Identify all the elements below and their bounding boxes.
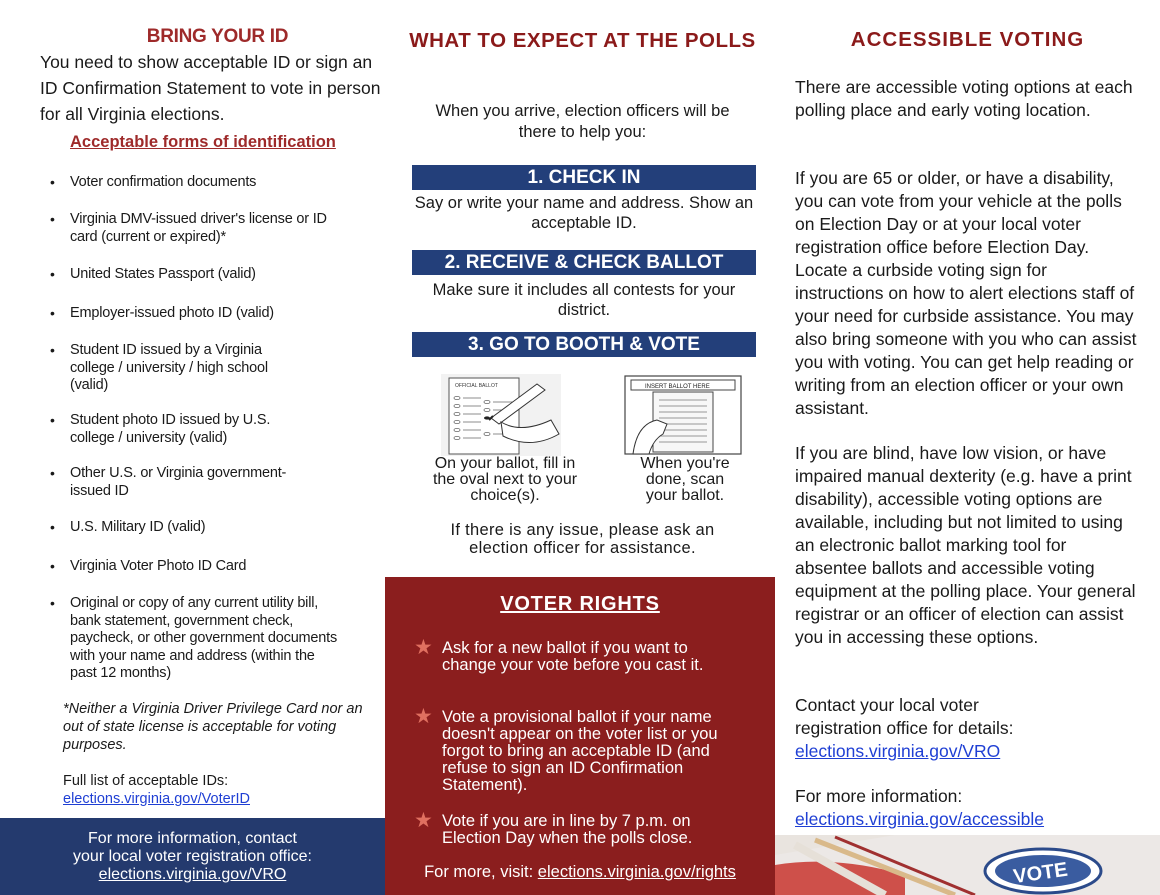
list-item: • Virginia Voter Photo ID Card xyxy=(50,558,247,574)
list-item: • Voter confirmation documents xyxy=(50,174,257,190)
bullet-icon: • xyxy=(50,211,55,227)
bullet-icon: • xyxy=(50,266,55,282)
right-item: ★ Vote if you are in line by 7 p.m. on Election Day when the polls close. xyxy=(414,809,693,847)
list-item: • Student photo ID issued by U.S. college / university (valid) xyxy=(50,412,271,446)
bullet-icon: • xyxy=(50,174,55,190)
right-item: ★ Ask for a new ballot if you want to change your vote before you cast it. xyxy=(414,636,704,674)
bullet-icon: • xyxy=(50,342,55,358)
bullet-icon: • xyxy=(50,558,55,574)
accessible-link[interactable]: elections.virginia.gov/accessible xyxy=(795,809,1045,829)
ballot-header-text: OFFICIAL BALLOT xyxy=(455,383,498,389)
list-item: • Virginia DMV-issued driver's license or ID card (current or expired)* xyxy=(50,211,327,245)
step-check-in: 1. CHECK IN xyxy=(412,165,756,190)
accessible-para-1: There are accessible voting options at each polling place and early voting location. xyxy=(795,77,1133,120)
contact-label: Contact your local voter registration office for details: xyxy=(795,695,1014,738)
bullet-icon: • xyxy=(50,465,55,481)
list-item: • Student ID issued by a Virginia college / university / high school (valid) xyxy=(50,342,268,393)
more-info-label: For more information: xyxy=(795,786,963,806)
bring-id-intro: You need to show acceptable ID or sign an ID Confirmation Statement to vote in person for all Virginia elections. xyxy=(40,52,381,124)
rights-link[interactable]: elections.virginia.gov/rights xyxy=(537,863,736,881)
scanner-label-text: INSERT BALLOT HERE xyxy=(645,384,710,390)
accessible-para-3: If you are blind, have low vision, or have impaired manual dexterity (e.g. have a print disability), accessible voting options are available, including but not limited to using an electronic ballot marking tool for absentee ballots and accessible voting equipment at the polling place. Your general registrar or an officer of election can assist you in accessing these options. xyxy=(795,443,1136,647)
accessible-para-2: If you are 65 or older, or have a disability, you can vote from your vehicle at the polls on Election Day or at your local voter registration office before Election Day. Locate a curbside voting sign for instructions on how to alert elections staff of your need for curbside assistance. You may also bring someone with you who can assist you with voting. You can get help reading or writing from an election officer or your own assistant. xyxy=(795,168,1137,418)
footer-line-2: your local voter registration office: xyxy=(73,848,312,865)
polls-column xyxy=(385,0,775,895)
full-id-list-label: Full list of acceptable IDs: xyxy=(63,773,229,789)
bring-id-heading: BRING YOUR ID xyxy=(146,26,289,47)
voter-rights-heading: VOTER RIGHTS xyxy=(500,593,660,615)
list-item: • United States Passport (valid) xyxy=(50,266,256,282)
id-footnote: *Neither a Virginia Driver Privilege Card nor an out of state license is acceptable for voting purposes. xyxy=(63,701,363,753)
step-receive-ballot-desc: Make sure it includes all contests for your district. xyxy=(432,281,736,319)
voter-id-link[interactable]: elections.virginia.gov/VoterID xyxy=(63,791,250,807)
list-item: • U.S. Military ID (valid) xyxy=(50,519,206,535)
right-item: ★ Vote a provisional ballot if your name doesn't appear on the voter list or you forgot to bring an acceptable ID (and refuse to sign an ID Confirmation Statement). xyxy=(414,705,718,794)
contact-footer xyxy=(0,818,385,895)
footer-line-1: For more information, contact xyxy=(88,830,297,847)
ballot-caption: On your ballot, fill in the oval next to your choice(s). xyxy=(432,455,578,504)
star-icon: ★ xyxy=(414,636,433,659)
polls-heading: WHAT TO EXPECT AT THE POLLS xyxy=(409,29,756,52)
voter-rights-panel xyxy=(385,577,775,895)
polls-intro: When you arrive, election officers will be there to help you: xyxy=(435,102,730,141)
step-receive-ballot: 2. RECEIVE & CHECK BALLOT xyxy=(412,250,756,275)
accessible-heading: ACCESSIBLE VOTING xyxy=(850,28,1085,51)
star-icon: ★ xyxy=(414,705,433,728)
accessible-column xyxy=(775,0,1160,895)
bullet-icon: • xyxy=(50,412,55,428)
vote-button-photo xyxy=(775,835,1160,895)
list-item: • Other U.S. or Virginia government-issued ID xyxy=(50,465,287,499)
step-vote: 3. GO TO BOOTH & VOTE xyxy=(412,332,756,357)
bullet-icon: • xyxy=(50,519,55,535)
bullet-icon: • xyxy=(50,595,55,611)
rights-more-label: For more, visit: xyxy=(424,863,534,881)
step-check-in-desc: Say or write your name and address. Show an acceptable ID. xyxy=(414,194,754,232)
list-item: • Original or copy of any current utility bill, bank statement, government check, paycheck, or other government documents with your name and address (within the past 12 months) xyxy=(50,595,338,681)
acceptable-id-subheading: Acceptable forms of identification xyxy=(70,133,336,151)
rights-more-info xyxy=(385,863,775,882)
id-column xyxy=(0,0,385,895)
scan-caption: When you're done, scan your ballot. xyxy=(640,455,730,504)
star-icon: ★ xyxy=(414,809,433,832)
ballot-illustration xyxy=(441,374,561,456)
vro-link[interactable]: elections.virginia.gov/VRO xyxy=(98,866,287,883)
assistance-note: If there is any issue, please ask an election officer for assistance. xyxy=(450,521,715,557)
full-id-list xyxy=(63,772,250,808)
scanner-illustration xyxy=(623,374,743,456)
vro-link-2[interactable]: elections.virginia.gov/VRO xyxy=(795,741,1001,761)
bullet-icon: • xyxy=(50,305,55,321)
vote-button-text: VOTE xyxy=(1012,858,1070,889)
list-item: • Employer-issued photo ID (valid) xyxy=(50,305,274,321)
